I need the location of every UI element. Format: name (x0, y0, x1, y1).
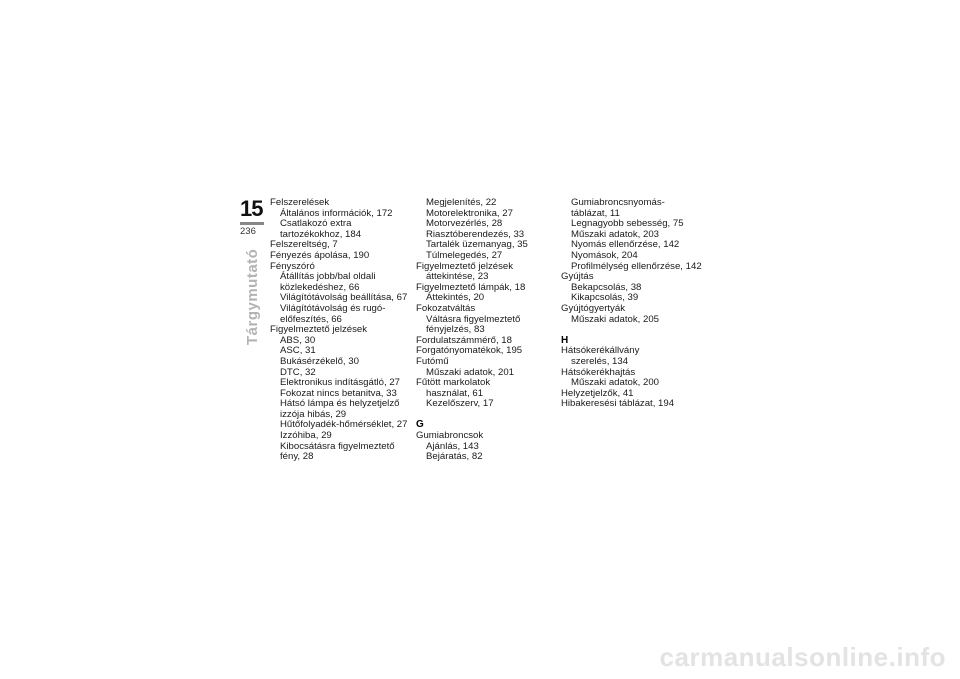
chapter-number: 15 (240, 196, 263, 221)
index-subentry: Túlmelegedés, 27 (426, 249, 503, 261)
index-subentry: Műszaki adatok, 203 (571, 228, 659, 240)
index-subentry: táblázat, 11 (571, 207, 620, 219)
index-entry: Fényszóró (270, 260, 315, 272)
index-subentry: Nyomások, 204 (571, 249, 638, 261)
index-subentry: közlekedéshez, 66 (280, 281, 360, 293)
index-subentry: Világítótávolság és rugó- (280, 302, 386, 314)
index-subentry: DTC, 32 (280, 366, 316, 378)
index-subentry: ASC, 31 (280, 345, 316, 357)
index-column-3 (561, 198, 701, 410)
index-entry: Fokozatváltás (416, 302, 476, 314)
index-subentry: szerelés, 134 (571, 355, 629, 367)
page-number: 236 (240, 226, 256, 237)
index-subentry: Motorvezérlés, 28 (426, 218, 503, 230)
index-entry: Helyzetjelzők, 41 (561, 387, 634, 399)
index-subentry: Fokozat nincs betanitva, 33 (280, 387, 397, 399)
index-subentry: ABS, 30 (280, 334, 316, 346)
index-subentry: Nyomás ellenőrzése, 142 (571, 239, 680, 251)
index-subentry: Hátsó lámpa és helyzetjelző (280, 398, 400, 410)
index-subentry: fény, 28 (280, 451, 314, 463)
index-entry: Hibakeresési táblázat, 194 (561, 398, 675, 410)
index-subentry: Riasztóberendezés, 33 (426, 228, 525, 240)
index-entry: Felszerelések (270, 197, 330, 208)
index-subentry: Megjelenítés, 22 (426, 197, 497, 208)
index-subentry: Gumiabroncsnyomás- (571, 197, 665, 208)
index-entry: Gyújtógyertyák (561, 302, 625, 314)
index-subentry: használat, 61 (426, 387, 484, 399)
index-entry: Fordulatszámmérő, 18 (416, 334, 512, 346)
index-subentry: Kezelőszerv, 17 (426, 398, 494, 410)
index-subentry: Kibocsátásra figyelmeztető (280, 440, 395, 452)
index-subentry: Műszaki adatok, 205 (571, 313, 659, 325)
index-subentry: Csatlakozó extra (280, 218, 352, 230)
index-subentry: Általános információk, 172 (280, 207, 393, 219)
index-entry: Figyelmeztető lámpák, 18 (416, 281, 526, 293)
index-entry: Futómű (416, 355, 449, 367)
index-subentry: izzója hibás, 29 (280, 408, 347, 420)
index-entry: Hátsókerékállvány (561, 345, 640, 357)
chapter-tab (240, 198, 264, 238)
watermark: carmanualsonline.info (659, 642, 946, 672)
index-subentry: Világítótávolság beállítása, 67 (280, 292, 408, 304)
index-entry: Fűtött markolatok (416, 377, 491, 389)
index-subentry: Hűtőfolyadék-hőmérséklet, 27 (280, 419, 408, 431)
index-entry: Figyelmeztető jelzések (416, 260, 514, 272)
chapter-divider (240, 222, 264, 225)
index-letter-heading: G (416, 419, 424, 431)
index-subentry: Tartalék üzemanyag, 35 (426, 239, 528, 251)
index-subentry: Kikapcsolás, 39 (571, 292, 639, 304)
index-subentry: Váltásra figyelmeztető (426, 313, 521, 325)
index-entry: Felszereltség, 7 (270, 239, 338, 251)
index-subentry: tartozékokhoz, 184 (280, 228, 362, 240)
index-subentry: Áttekintés, 20 (426, 292, 485, 304)
index-column-2 (416, 198, 556, 463)
index-subentry: áttekintése, 23 (426, 271, 489, 283)
index-entry: Gumiabroncsok (416, 430, 484, 442)
index-column-1 (270, 198, 410, 463)
index-subentry: Legnagyobb sebesség, 75 (571, 218, 684, 230)
index-subentry: Átállítás jobb/bal oldali (280, 271, 376, 283)
index-letter-heading: H (561, 334, 569, 346)
index-subentry: fényjelzés, 83 (426, 324, 485, 336)
index-entry: Hátsókerékhajtás (561, 366, 636, 378)
index-entry: Fényezés ápolása, 190 (270, 249, 370, 261)
index-subentry: Izzóhiba, 29 (280, 430, 332, 442)
index-subentry: Műszaki adatok, 200 (571, 377, 659, 389)
index-subentry: Bejáratás, 82 (426, 451, 483, 463)
index-subentry: Ajánlás, 143 (426, 440, 479, 452)
index-subentry: Motorelektronika, 27 (426, 207, 513, 219)
index-subentry: Elektronikus indításgátló, 27 (280, 377, 400, 389)
index-entry: Gyújtás (561, 271, 594, 283)
index-entry: Forgatónyomatékok, 195 (416, 345, 523, 357)
index-subentry: Profilmélység ellenőrzése, 142 (571, 260, 702, 272)
index-subentry: Műszaki adatok, 201 (426, 366, 514, 378)
index-subentry: előfeszítés, 66 (280, 313, 342, 325)
index-entry: Figyelmeztető jelzések (270, 324, 368, 336)
index-subentry: Bukásérzékelő, 30 (280, 355, 359, 367)
index-subentry: Bekapcsolás, 38 (571, 281, 642, 293)
chapter-title-vertical: Tárgymutató (244, 248, 261, 345)
